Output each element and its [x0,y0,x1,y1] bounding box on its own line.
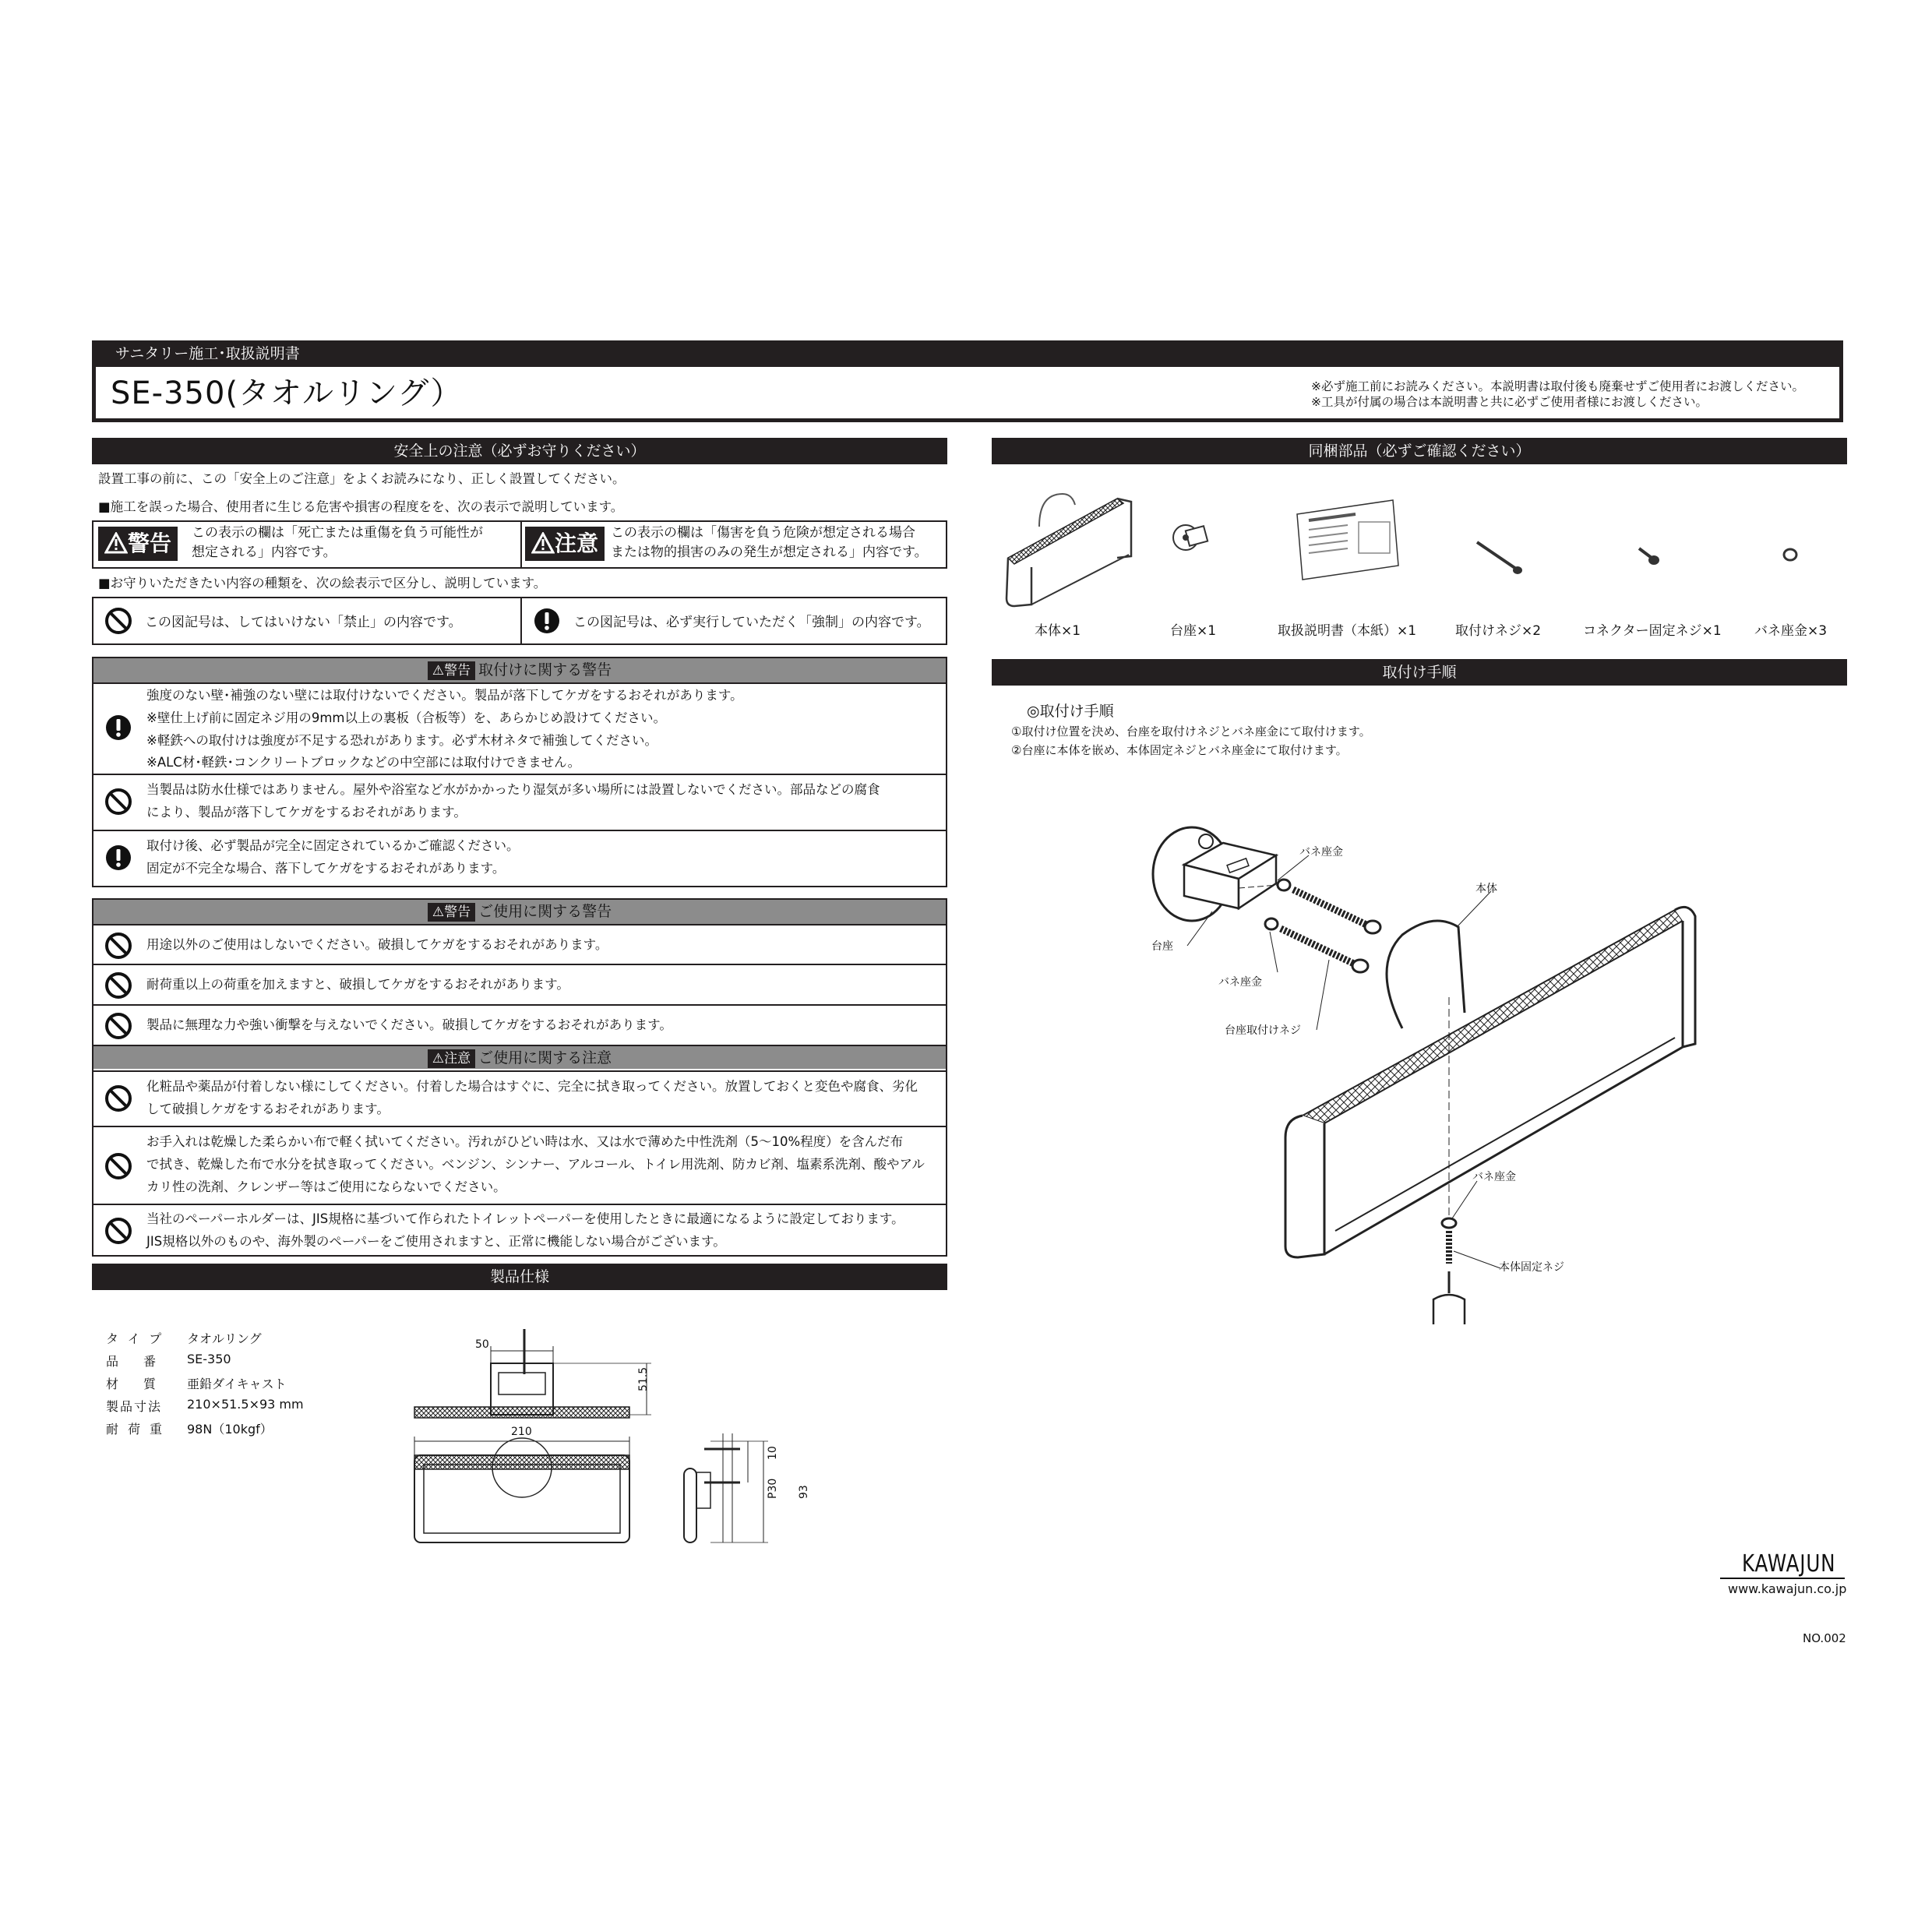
dim-label-51-5: 51.5 [637,1366,650,1391]
install-warning-row-2: 当製品は防水仕様ではありません。屋外や浴室など水がかかったり湿気が多い場所には設置しないでください。部品などの腐食 により、製品が落下してケガをするおそれがあります。 [93,774,946,828]
safety-intro-2: ■施工を誤った場合、使用者に生じる危害や損害の程度をを、次の表示で説明しています。 [98,499,624,514]
dimension-drawing [405,1324,826,1550]
document-category: サニタリー施工･取扱説明書 [115,345,300,362]
spec-key-type: タイプ [106,1331,171,1346]
prohibition-icon [104,1152,132,1180]
spec-key-model: 品番 [106,1354,182,1369]
warning-badge: 警告 [98,527,178,561]
part-body-illustration [1000,489,1141,610]
spring-washer-icon [1781,545,1800,564]
install-warning-row-1: 強度のない壁･補強のない壁には取付けないでください。製品が落下してケガをするおそれがあります。 ※壁仕上げ前に固定ネジ用の9mm以上の裏板（合板等）を、あらかじめ設けてください。 ※軽鉄への取付けは強度が不足する恐れがあります。必ず木材ネタで補強してください。 ※ALC材･軽鉄･コンクリートブロックなどの中空部には取付けできません。 [93,682,946,772]
part-label-base: 台座×1 [1170,623,1217,639]
dim-label-10: 10 [767,1446,779,1460]
prohibit-legend-text: この図記号は、してはいけない「禁止」の内容です。 [145,615,462,630]
use-caution-row-3: 当社のペーパーホルダーは、JIS規格に基づいて作られたトイレットペーパーを使用したときに最適になるように設定しております。 JIS規格以外のものや、海外製のペーパーをご使用されますと、正常に機能しない場合がございます。 [93,1204,946,1255]
warning-triangle-icon [104,532,128,554]
header-note-1: ※必ず施工前にお読みください。本説明書は取付後も廃棄せずご使用者にお渡しください。 [1311,379,1804,393]
dim-label-93: 93 [798,1485,810,1499]
part-label-spring-washer: バネ座金×3 [1754,623,1828,639]
prohibition-icon [104,1012,132,1040]
header-note-2: ※工具が付属の場合は本説明書と共に必ずご使用者様にお渡しください。 [1311,395,1708,409]
caution-legend-text: この表示の欄は「傷害を負う危険が想定される場合 または物的損害のみの発生が想定される」内容です。 [611,525,928,560]
label-spring-washer-mid: バネ座金 [1218,976,1262,989]
spec-value-size: 210×51.5×93 mm [187,1397,304,1412]
use-warning-caution-table [92,898,947,1257]
dim-label-210: 210 [511,1426,532,1438]
use-warning-row-2: 耐荷重以上の荷重を加えますと、破損してケガをするおそれがあります。 [93,964,946,1004]
warning-legend-text: この表示の欄は「死亡または重傷を負う可能性が 想定される」内容です。 [192,525,483,560]
caution-triangle-icon [531,532,555,554]
caution-badge: 注意 [525,527,605,561]
spec-key-material: 材質 [106,1377,182,1391]
prohibition-icon [104,971,132,999]
prohibition-icon [104,932,132,960]
spec-key-size: 製品寸法 [106,1399,163,1414]
install-heading: ◎取付け手順 [1027,703,1114,720]
install-warning-row-3: 取付け後、必ず製品が完全に固定されているかご確認ください。 固定が不完全な場合、落下してケガをするおそれがあります。 [93,830,946,886]
dim-label-p30: P30 [767,1478,779,1499]
label-base-screw: 台座取付けネジ [1225,1024,1301,1037]
prohibition-icon [104,1084,132,1112]
label-spring-washer-top: バネ座金 [1299,846,1343,858]
spec-value-load: 98N（10kgf） [187,1422,273,1437]
mandatory-legend-text: この図記号は、必ず実行していただく「強制」の内容です。 [573,615,930,630]
connector-screw-icon [1636,545,1662,569]
install-step-2: ②台座に本体を嵌め、本体固定ネジとバネ座金にて取付けます。 [1011,743,1348,757]
spec-value-model: SE-350 [187,1352,231,1366]
spec-section-header: 製品仕様 [92,1264,947,1290]
mounting-screw-icon [1472,538,1527,576]
header-bar [92,340,1843,367]
part-label-manual: 取扱説明書（本紙）×1 [1278,623,1417,639]
page-title: SE-350(タオルリング） [111,375,463,411]
brand-logo: KAWAJUN [1742,1550,1836,1578]
safety-intro-3: ■お守りいただきたい内容の種類を、次の絵表示で区分し、説明しています。 [98,576,547,591]
brand-url[interactable]: www.kawajun.co.jp [1728,1581,1847,1596]
label-base: 台座 [1151,940,1173,953]
part-label-connector-screw: コネクター固定ネジ×1 [1583,623,1722,639]
part-label-mounting-screw: 取付けネジ×2 [1455,623,1542,639]
use-warning-header: ⚠警告 ご使用に関する警告 [93,900,946,924]
use-warning-row-3: 製品に無理な力や強い衝撃を与えないでください。破損してケガをするおそれがあります。 [93,1004,946,1045]
brand-underline [1720,1578,1845,1579]
mandatory-icon [104,714,132,742]
part-label-body: 本体×1 [1035,623,1081,639]
prohibition-icon [104,788,132,816]
safety-section-header: 安全上の注意（必ずお守りください） [92,438,947,464]
part-base-illustration [1169,514,1215,561]
label-body: 本体 [1475,883,1497,895]
dim-label-50: 50 [475,1338,489,1351]
spec-key-load: 耐荷重 [106,1422,172,1437]
safety-intro-1: 設置工事の前に、この「安全上のご注意」をよくお読みになり、正しく設置してください。 [98,471,626,486]
mandatory-icon [533,607,561,635]
use-caution-row-1: 化粧品や薬品が付着しない様にしてください。付着した場合はすぐに、完全に拭き取ってください。放置しておくと変色や腐食、劣化 して破損しケガをするおそれがあります。 [93,1070,946,1126]
spec-value-material: 亜鉛ダイキャスト [187,1377,287,1391]
prohibition-icon [104,1217,132,1245]
install-warning-header: ⚠警告 取付けに関する警告 [93,658,946,682]
parts-section-header: 同梱部品（必ずご確認ください） [992,438,1847,464]
use-caution-row-2: お手入れは乾燥した柔らかい布で軽く拭いてください。汚れがひどい時は水、又は水で薄めた中性洗剤（5～10%程度）を含んだ布 で拭き、乾燥した布で水分を拭き取ってください。ベンジン、シンナー、アルコール、トイレ用洗剤、防カビ剤、塩素系洗剤、酸やアル カリ性の洗剤、クレンザー等はご使用にならないでください。 [93,1126,946,1204]
install-section-header: 取付け手順 [992,659,1847,686]
installation-diagram [1137,810,1698,1324]
use-caution-header: ⚠注意 ご使用に関する注意 [93,1045,946,1069]
prohibition-icon [104,607,132,635]
document-number: NO.002 [1803,1631,1846,1645]
label-spring-washer-bottom: バネ座金 [1472,1171,1516,1183]
install-step-1: ①取付け位置を決め、台座を取付けネジとバネ座金にて取付けます。 [1011,724,1371,739]
manual-illustration [1293,499,1402,584]
mandatory-icon [104,844,132,872]
use-warning-row-1: 用途以外のご使用はしないでください。破損してケガをするおそれがあります。 [93,924,946,964]
install-warning-table [92,657,947,887]
spec-value-type: タオルリング [187,1331,262,1346]
label-body-screw: 本体固定ネジ [1499,1261,1564,1274]
